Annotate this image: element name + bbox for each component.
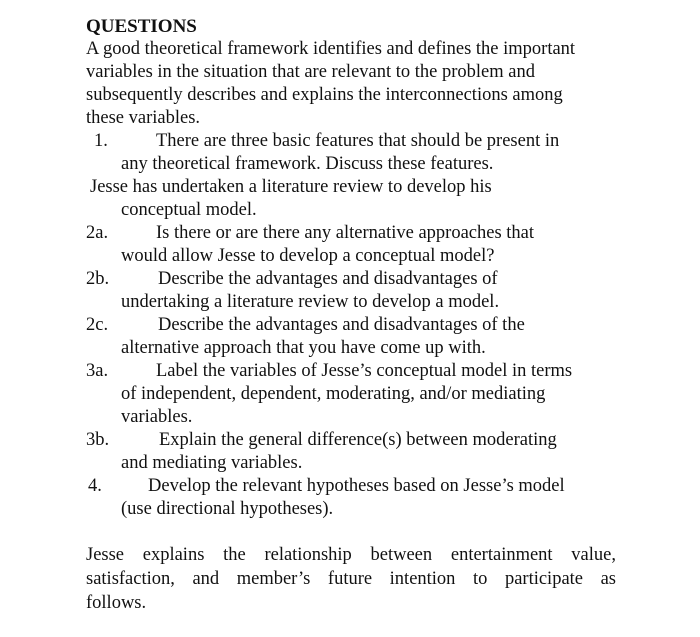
question-3b [86,429,626,475]
intro-line-3: subsequently describes and explains the interconnections among [86,85,563,105]
question-text-rest: alternative approach that you have come up with. [121,338,486,358]
question-text-rest: and mediating variables. [121,453,303,473]
question-text-rest: any theoretical framework. Discuss these features. [121,154,494,174]
question-2b [86,268,626,314]
question-number: 3a. [86,361,109,381]
question-text-first: Label the variables of Jesse’s conceptual model in terms [156,361,573,381]
question-text-first: Describe the advantages and disadvantages of [158,269,498,289]
question-text-rest: would allow Jesse to develop a conceptual model? [121,246,495,266]
question-3a [86,360,626,429]
question-number: 1. [94,131,108,151]
closing-line-1: Jesse explains the relationship between entertainment value, [86,545,616,565]
intro-line-1: A good theoretical framework identifies and defines the important [86,39,576,59]
question-2c [86,314,626,360]
intro-paragraph [86,38,626,130]
jesse-context-first: Jesse has undertaken a literature review to develop his [90,177,492,197]
question-text-first: Develop the relevant hypotheses based on Jesse’s model [148,476,565,496]
question-number: 2b. [86,269,110,289]
intro-line-4: these variables. [86,108,201,128]
question-text-rest: (use directional hypotheses). [121,499,334,519]
closing-paragraph [86,543,616,615]
question-number: 3b. [86,430,110,450]
document-page [86,15,626,615]
jesse-context-rest: conceptual model. [121,200,257,220]
question-text-first: There are three basic features that should be present in [156,131,560,151]
closing-line-3: follows. [86,593,147,613]
question-text-rest: undertaking a literature review to develop a model. [121,292,500,312]
question-1 [86,130,626,176]
question-4 [86,475,626,521]
closing-line-2: satisfaction, and member’s future intention to participate as [86,569,616,589]
question-text-first: Explain the general difference(s) between moderating [159,430,557,450]
question-number: 2c. [86,315,109,335]
question-number: 4. [88,476,102,496]
question-text-rest: of independent, dependent, moderating, and/or mediating [121,384,546,404]
jesse-context [86,176,626,222]
question-text-first: Describe the advantages and disadvantages of the [158,315,525,335]
questions-heading: QUESTIONS [86,16,197,37]
question-number: 2a. [86,223,109,243]
question-2a [86,222,626,268]
question-text-first: Is there or are there any alternative approaches that [156,223,535,243]
question-text-rest: variables. [121,407,193,427]
intro-line-2: variables in the situation that are relevant to the problem and [86,62,535,82]
